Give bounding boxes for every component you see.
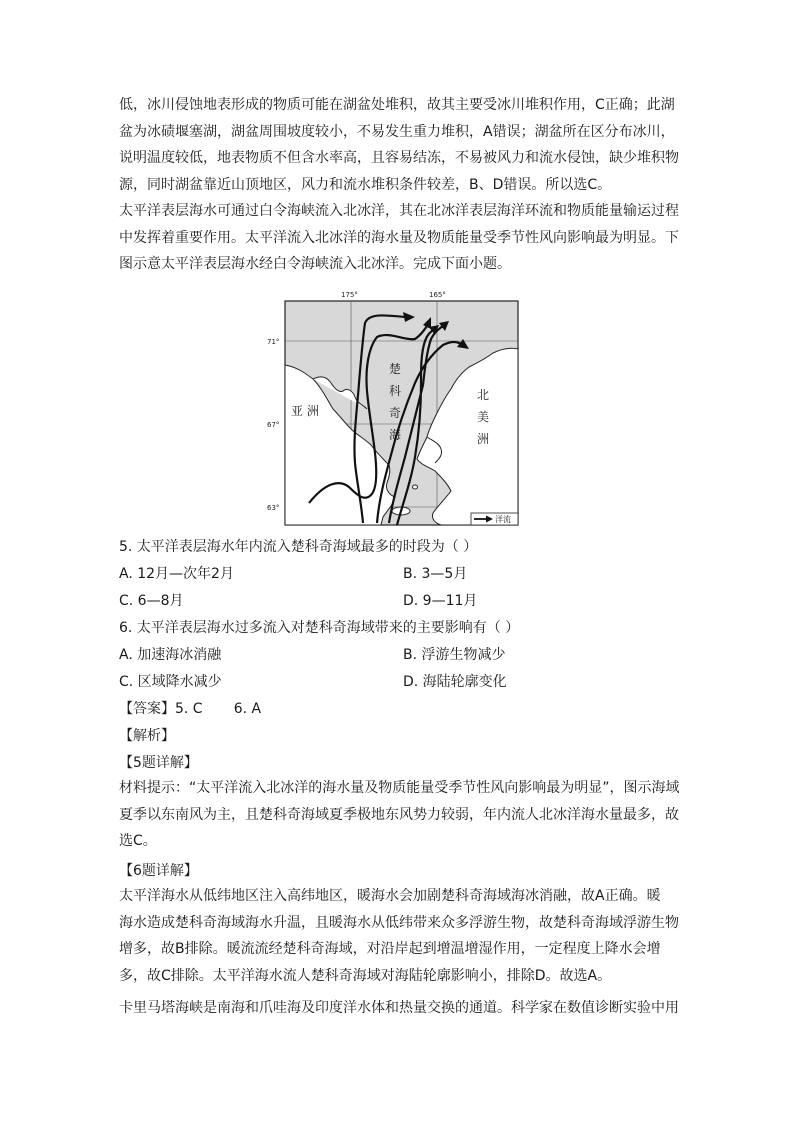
map-legend xyxy=(471,513,518,525)
q5-option-a: A. 12月—次年2月 xyxy=(119,566,234,582)
q6-option-d: D. 海陆轮廓变化 xyxy=(403,674,507,690)
lat-label-71: 71° xyxy=(267,338,280,346)
q5-option-d: D. 9—11月 xyxy=(403,593,478,609)
sea-label-4: 海 xyxy=(389,428,402,442)
detail5-text: 材料提示：“太平洋流入北冰洋的海水量及物质能量受季节性风向影响最为明显”，图示海域 夏季以东南风为主，且楚科奇海域夏季极地东风势力较弱，年内流人北冰洋海水量最多，故 选C。 xyxy=(119,780,680,849)
sea-label-2: 科 xyxy=(389,384,402,398)
next-material: 卡里马塔海峡是南海和爪哇海及印度洋水体和热量交换的通道。科学家在数值诊断实验中用 xyxy=(119,1000,679,1016)
q6-option-a: A. 加速海冰消融 xyxy=(119,647,222,663)
answer-line: 【答案】5. C 6. A xyxy=(119,701,262,717)
material-paragraph: 太平洋表层海水可通过白令海峡流入北冰洋，其在北冰洋表层海洋环流和物质能量输运过程 中发挥着重要作用。太平洋流入北冰洋的海水量及物质能量受季节性风向影响最为明显。下 图示意太平洋表层海水经白令海峡流入北冰洋。完成下面小题。 xyxy=(119,203,679,272)
lon-label-175: 175° xyxy=(341,291,358,299)
na-label-1: 北 xyxy=(477,388,490,402)
na-label-3: 洲 xyxy=(477,432,490,446)
q5-option-b: B. 3—5月 xyxy=(403,566,468,582)
map-figure xyxy=(265,287,530,532)
intro-explanation: 低，冰川侵蚀地表形成的物质可能在湖盆处堆积，故其主要受冰川堆积作用，C正确；此湖 盆为冰碛堰塞湖，湖盆周围坡度较小，不易发生重力堆积，A错误；湖盆所在区分布冰川， 说明温度较低，地表物质不但含水率高，且容易结冻，不易被风力和流水侵蚀，缺少堆积物 源，同时湖盆靠近山顶地区，风力和流水堆积条件较差，B、D错误。所以选C。 xyxy=(119,97,679,193)
lat-label-63: 63° xyxy=(267,504,280,512)
detail6-title: 【6题详解】 xyxy=(119,863,198,879)
q6-option-c: C. 区域降水减少 xyxy=(119,674,222,690)
legend-label: 洋流 xyxy=(495,515,511,524)
sea-label-1: 楚 xyxy=(389,362,402,376)
lat-label-67: 67° xyxy=(267,421,280,429)
na-label-2: 美 xyxy=(477,410,490,424)
lon-label-165: 165° xyxy=(429,291,446,299)
sea-label-3: 奇 xyxy=(389,406,402,420)
bering-strait-map xyxy=(265,287,530,532)
q6-option-b: B. 浮游生物减少 xyxy=(403,647,506,663)
question-5: 5. 太平洋表层海水年内流入楚科奇海域最多的时段为（ ） xyxy=(119,539,478,555)
analysis-title: 【解析】 xyxy=(119,728,175,744)
q5-option-c: C. 6—8月 xyxy=(119,593,184,609)
asia-label: 亚 洲 xyxy=(291,404,319,418)
detail6-text: 太平洋海水从低纬地区注入高纬地区，暖海水会加剧楚科奇海域海冰消融，故A正确。暖 海水造成楚科奇海域海水升温，且暖海水从低纬带来众多浮游生物，故楚科奇海域浮游生物 增多，故B排除。暖流流经楚科奇海域，对沿岸起到增温增湿作用，一定程度上降水会增 多，故C排除。太平洋海水流人楚科奇海域对海陆轮廓影响小，排除D。故选A。 xyxy=(119,888,679,984)
question-6: 6. 太平洋表层海水过多流入对楚科奇海域带来的主要影响有（ ） xyxy=(119,620,520,636)
detail5-title: 【5题详解】 xyxy=(119,755,198,771)
